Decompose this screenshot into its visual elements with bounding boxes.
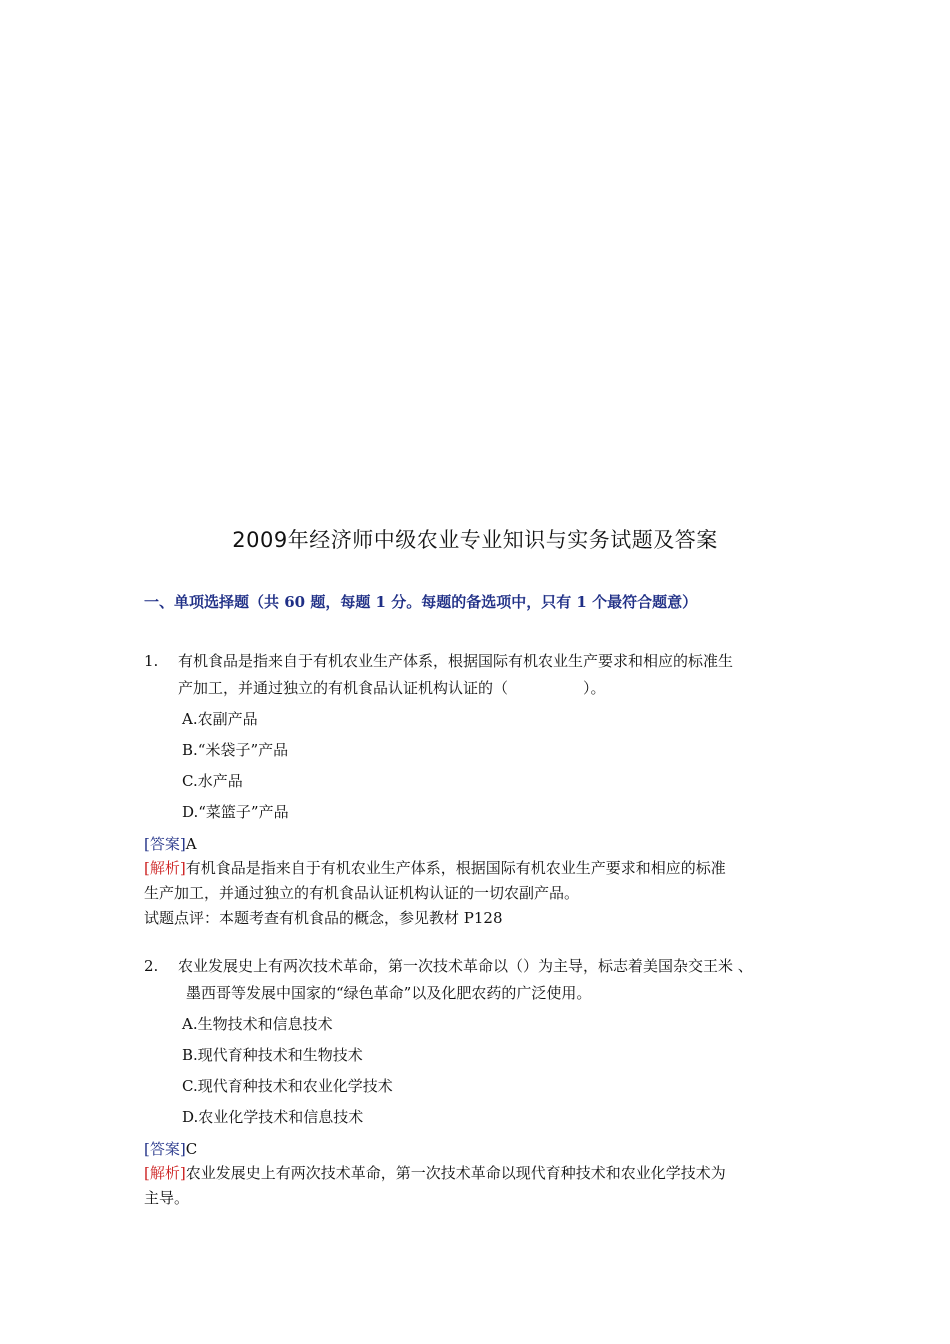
option-d: D.“菜篮子”产品 <box>182 803 289 821</box>
answer-line <box>144 833 197 854</box>
answer-line <box>144 1138 197 1159</box>
analysis-line-continued: 生产加工，并通过独立的有机食品认证机构认证的一切农副产品。 <box>144 884 580 902</box>
question-number: 1. <box>144 652 159 670</box>
question-comment: 试题点评：本题考查有机食品的概念，参见教材 P128 <box>144 909 503 927</box>
option-b: B.“米袋子”产品 <box>182 741 289 759</box>
option-c: C.水产品 <box>182 772 243 790</box>
analysis-text: 有机食品是指来自于有机农业生产体系，根据国际有机农业生产要求和相应的标准 <box>185 859 726 877</box>
question-text-line: 有机食品是指来自于有机农业生产体系，根据国际有机农业生产要求和相应的标准生 <box>178 652 734 670</box>
option-c: C.现代育种技术和农业化学技术 <box>182 1077 393 1095</box>
question-1 <box>144 648 824 702</box>
option-d: D.农业化学技术和信息技术 <box>182 1108 364 1126</box>
question-2 <box>144 953 824 1007</box>
analysis-line-continued: 主导。 <box>144 1189 190 1207</box>
option-a: A.农副产品 <box>182 710 258 728</box>
answer-tag: [答案] <box>144 1140 186 1158</box>
analysis-line <box>144 1162 726 1183</box>
question-number: 2. <box>144 957 159 975</box>
option-b: B.现代育种技术和生物技术 <box>182 1046 363 1064</box>
question-text-line: 农业发展史上有两次技术革命，第一次技术革命以（）为主导，标志着美国杂交王米 、 <box>178 957 753 975</box>
answer-value: A <box>185 835 197 853</box>
answer-value: C <box>185 1140 198 1158</box>
question-text-line: 墨西哥等发展中国家的“绿色革命”以及化肥农药的广泛使用。 <box>186 984 592 1002</box>
question-text <box>178 953 824 1007</box>
answer-tag: [答案] <box>144 835 186 853</box>
document-title: 2009年经济师中级农业专业知识与实务试题及答案 <box>232 528 718 552</box>
analysis-line <box>144 857 726 878</box>
section-heading: 一、单项选择题（共 60 题，每题 1 分。每题的备选项中，只有 1 个最符合题意） <box>144 593 698 611</box>
question-text-line: 产加工，并通过独立的有机食品认证机构认证的（ ）。 <box>178 679 606 697</box>
analysis-tag: [解析] <box>144 859 186 877</box>
analysis-text: 农业发展史上有两次技术革命，第一次技术革命以现代育种技术和农业化学技术为 <box>185 1164 726 1182</box>
analysis-tag: [解析] <box>144 1164 186 1182</box>
option-a: A.生物技术和信息技术 <box>182 1015 333 1033</box>
question-text <box>178 648 824 702</box>
